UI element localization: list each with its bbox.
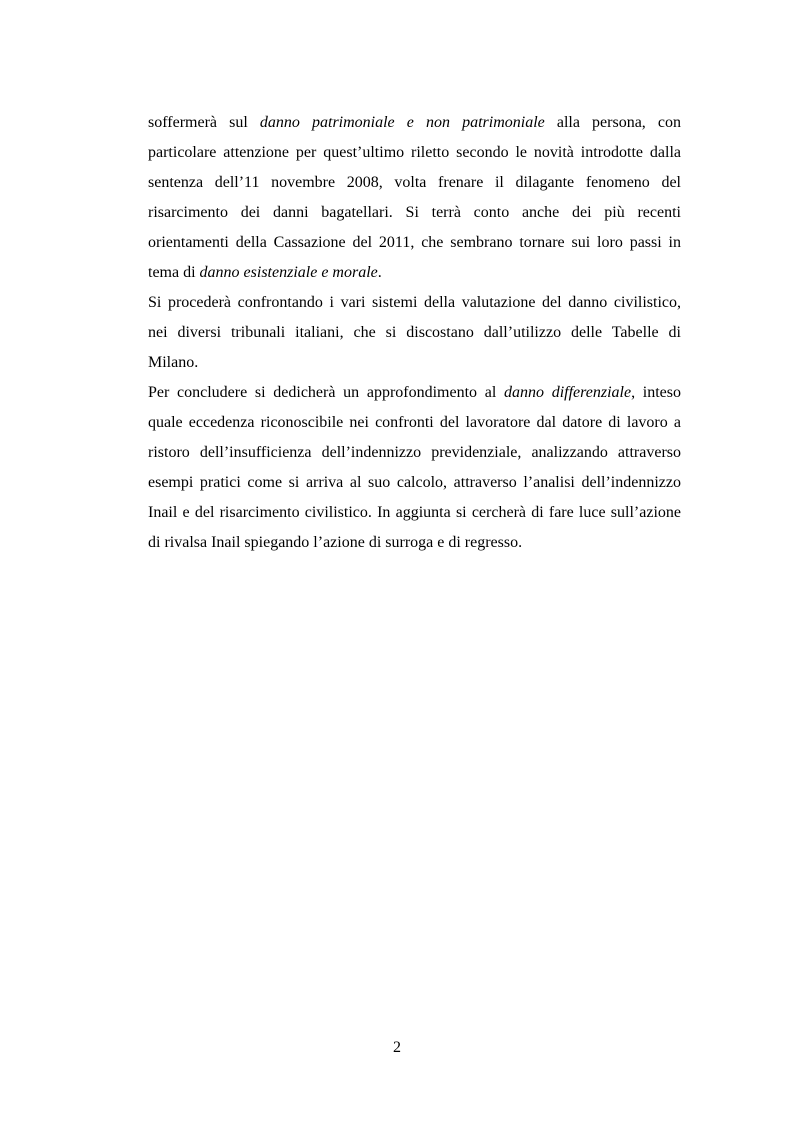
text-segment: particolare attenzione per quest’ultimo riletto secondo le novità introdotte dalla [148, 144, 681, 161]
text-line [148, 318, 681, 348]
italic-term: danno patrimoniale e non patrimoniale [259, 114, 545, 131]
text-line [148, 198, 681, 228]
text-line [148, 258, 681, 288]
text-line [148, 438, 681, 468]
text-segment: Si procederà confrontando i vari sistemi della valutazione del danno civilistico, [148, 294, 681, 311]
text-segment: Milano. [148, 354, 199, 371]
text-segment: , inteso [631, 384, 682, 401]
italic-term: danno esistenziale e morale [199, 264, 378, 281]
body-paragraphs [148, 108, 681, 558]
text-line [148, 288, 681, 318]
text-segment: soffermerà sul [148, 114, 260, 131]
page-number: 2 [393, 1039, 401, 1056]
text-segment: ristoro dell’insufficienza dell’indennizzo previdenziale, analizzando attraverso [148, 444, 681, 461]
text-segment: tema di [148, 264, 200, 281]
text-line [148, 108, 681, 138]
text-line [148, 348, 681, 378]
text-line [148, 528, 681, 558]
text-line [148, 408, 681, 438]
text-line [148, 378, 681, 408]
text-segment: quale eccedenza riconoscibile nei confronti del lavoratore dal datore di lavoro a [148, 414, 681, 431]
text-line [148, 168, 681, 198]
text-segment: sentenza dell’11 novembre 2008, volta frenare il dilagante fenomeno del [148, 174, 681, 191]
text-segment: nei diversi tribunali italiani, che si discostano dall’utilizzo delle Tabelle di [148, 324, 681, 341]
text-segment: di rivalsa Inail spiegando l’azione di surroga e di regresso. [148, 534, 523, 551]
text-line [148, 468, 681, 498]
text-segment: Per concludere si dedicherà un approfondimento al [148, 384, 504, 401]
text-segment: esempi pratici come si arriva al suo calcolo, attraverso l’analisi dell’indennizzo [148, 474, 681, 491]
text-segment: . [377, 264, 382, 281]
text-line [148, 498, 681, 528]
text-segment: orientamenti della Cassazione del 2011, che sembrano tornare sui loro passi in [148, 234, 681, 251]
text-line [148, 228, 681, 258]
text-segment: risarcimento dei danni bagatellari. Si terrà conto anche dei più recenti [148, 204, 681, 221]
text-segment: alla persona, con [544, 114, 682, 131]
text-line [148, 138, 681, 168]
text-segment: Inail e del risarcimento civilistico. In aggiunta si cercherà di fare luce sull’azione [148, 504, 681, 521]
italic-term: danno differenziale [504, 384, 632, 401]
